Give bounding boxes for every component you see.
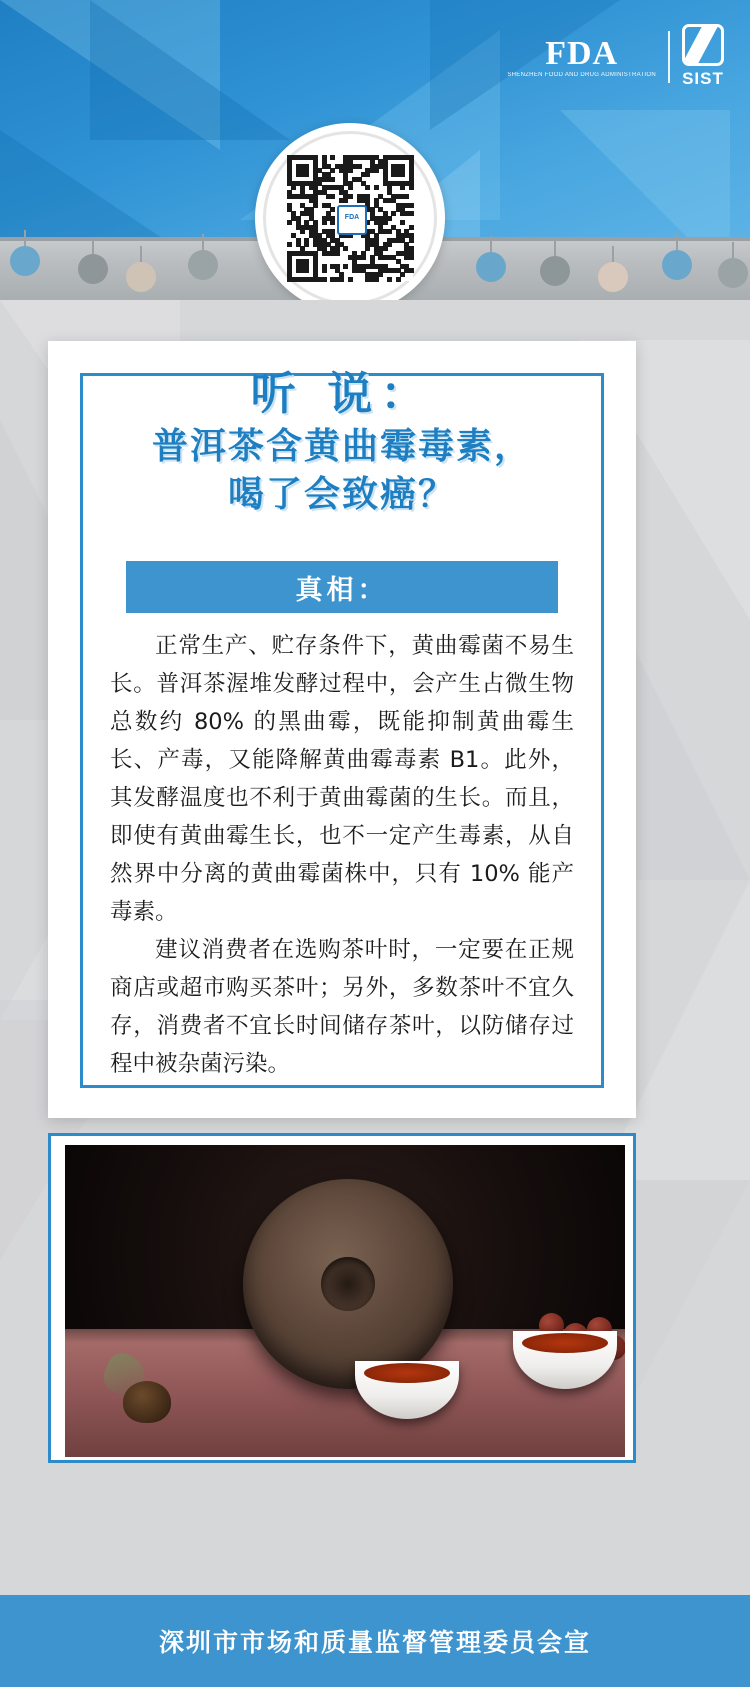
- photo-frame: [48, 1133, 636, 1463]
- header-facet: [0, 130, 180, 250]
- body-paragraph: 正常生产、贮存条件下，黄曲霉菌不易生长。普洱茶渥堆发酵过程中，会产生占微生物总数约 80% 的黑曲霉，既能抑制黄曲霉生长、产毒，又能降解黄曲霉毒素 B1。此外，其发酵温度也不利于黄曲霉菌的生长。而且，即使有黄曲霉生长，也不一定产生毒素，从自然界中分离的黄曲霉菌株中，只有 10% 能产毒素。: [110, 633, 574, 925]
- band-dot: [718, 258, 748, 288]
- title-block: [48, 365, 636, 519]
- band-dot: [598, 262, 628, 292]
- puer-tea-photo: [65, 1145, 625, 1457]
- content-card: [48, 341, 636, 1118]
- title-line-1: 听 说：: [250, 367, 434, 420]
- fda-logo-subtext: SHENZHEN FOOD AND DRUG ADMINISTRATION: [507, 71, 656, 78]
- title-line-3: 喝了会致癌？: [227, 474, 456, 515]
- band-dot: [188, 250, 218, 280]
- footer-bar: [0, 1595, 750, 1687]
- logo-divider: [668, 31, 670, 83]
- qr-code[interactable]: [287, 155, 413, 281]
- puer-tea-cake: [243, 1179, 453, 1389]
- band-dot: [476, 252, 506, 282]
- logo-group: [507, 24, 724, 89]
- fda-logo-text: FDA: [545, 34, 619, 72]
- sist-mark-icon: [682, 24, 724, 66]
- band-dot: [10, 246, 40, 276]
- qr-center-logo: FDA: [337, 205, 367, 235]
- fda-logo: [507, 36, 656, 78]
- qr-ring: [263, 131, 437, 300]
- footer-text: 深圳市市场和质量监督管理委员会宣: [158, 1628, 591, 1657]
- body-paragraph: 建议消费者在选购茶叶时，一定要在正规商店或超市购买茶叶；另外，多数茶叶不宜久存，消费者不宜长时间储存茶叶，以防储存过程中被杂菌污染。: [110, 937, 574, 1077]
- photo-pinecone: [123, 1381, 171, 1423]
- truth-label-bar: 真相：: [126, 561, 558, 613]
- title-line-2: 普洱茶含黄曲霉毒素，: [151, 426, 532, 467]
- header-banner: [0, 0, 750, 300]
- qr-code-badge[interactable]: [255, 123, 445, 300]
- sist-logo-text: SIST: [682, 69, 724, 88]
- band-dot: [78, 254, 108, 284]
- band-dot: [662, 250, 692, 280]
- body-text: [110, 627, 574, 1083]
- band-dot: [540, 256, 570, 286]
- band-dot: [126, 262, 156, 292]
- sist-logo: [682, 24, 724, 89]
